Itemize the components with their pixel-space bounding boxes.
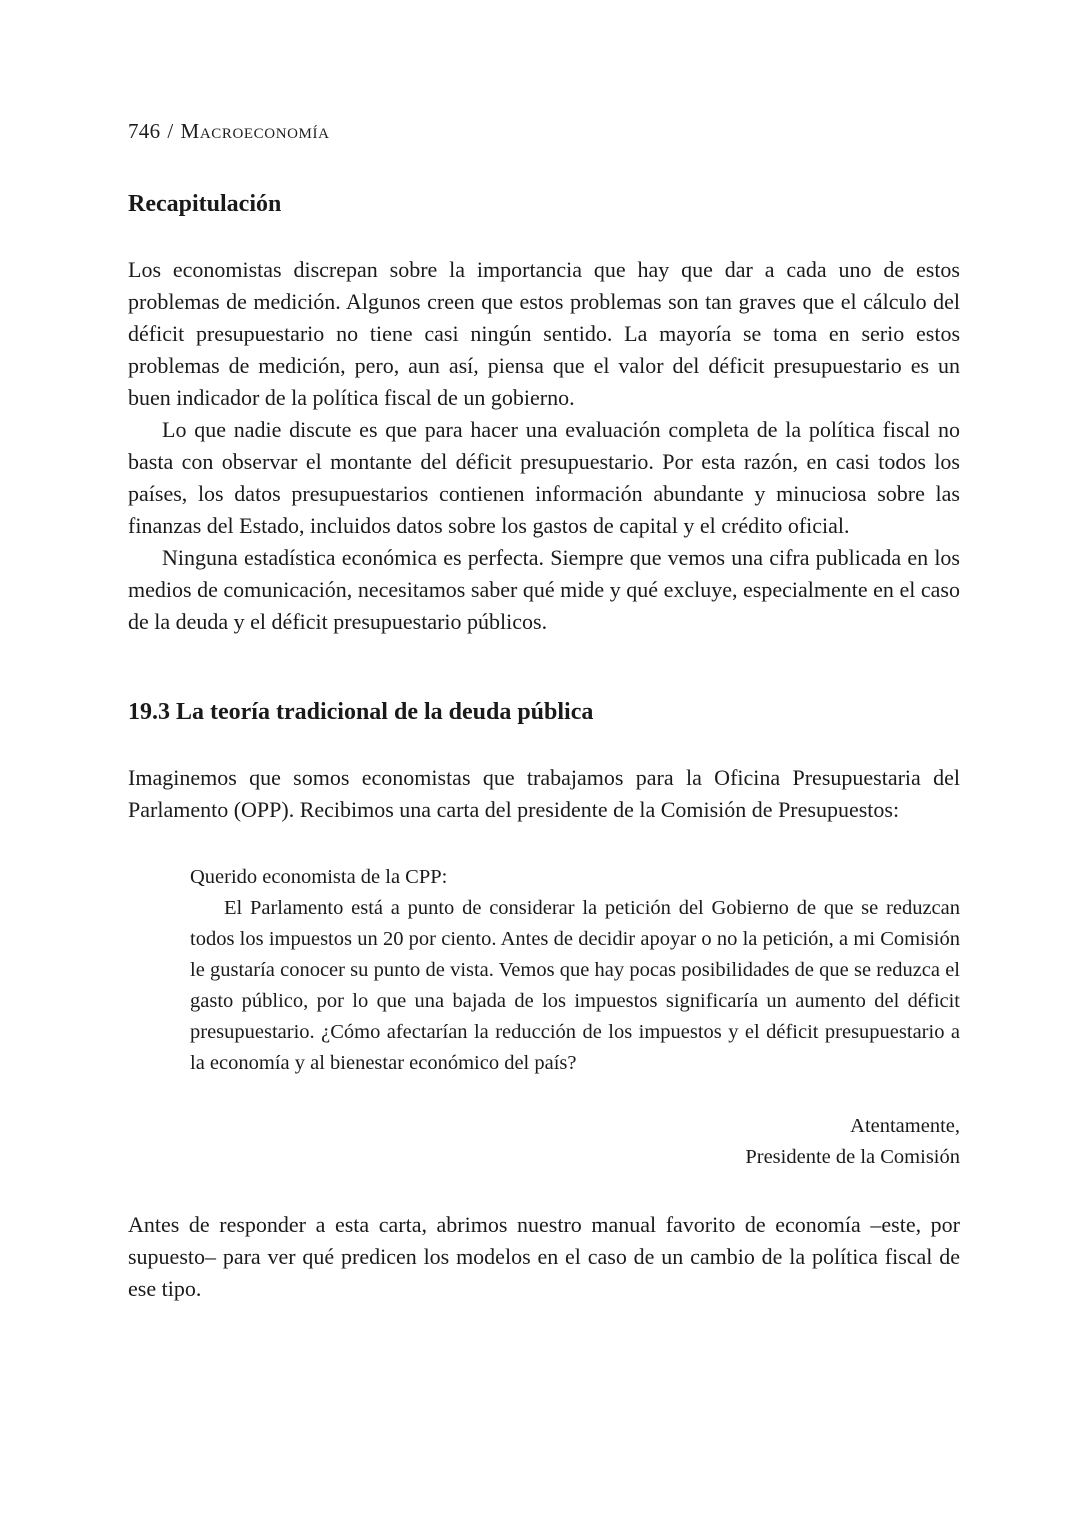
closing-paragraph: Antes de responder a esta carta, abrimos nuestro manual favorito de economía –este, por supuesto– para ver qué predicen los modelos en el caso de un cambio de la política fiscal de ese tipo. — [128, 1212, 960, 1301]
section-heading: 19.3 La teoría tradicional de la deuda pública — [128, 699, 594, 725]
recap-paragraph-1: Los economistas discrepan sobre la importancia que hay que dar a cada uno de estos problemas de medición. Algunos creen que estos problemas son tan graves que el cálculo del déficit presupuestario no tiene casi ningún sentido. La mayoría se toma en serio estos problemas de medición, pero, aun así, piensa que el valor del déficit presupuestario es un buen indicador de la política fiscal de un gobierno. — [128, 257, 960, 410]
letter-salutation: Querido economista de la CPP: — [190, 866, 448, 888]
letter-closing: Atentamente, — [850, 1115, 960, 1137]
running-head — [128, 118, 960, 144]
recap-heading: Recapitulación — [128, 191, 282, 217]
page-number: 746 — [128, 119, 161, 143]
recap-paragraph-2: Lo que nadie discute es que para hacer una evaluación completa de la política fiscal no basta con observar el montante del déficit presupuestario. Por esta razón, en casi todos los países, los datos presupuestarios contienen información abundante y minuciosa sobre las finanzas del Estado, incluidos datos sobre los gastos de capital y el crédito oficial. — [128, 417, 960, 538]
page-content — [128, 118, 960, 1305]
recap-paragraph-3: Ninguna estadística económica es perfecta. Siempre que vemos una cifra publicada en los medios de comunicación, necesitamos saber qué mide y qué excluye, especialmente en el caso de la deuda y el déficit presupuestario públicos. — [128, 545, 960, 634]
header-separator: / — [167, 119, 174, 143]
letter-block — [190, 862, 960, 1173]
letter-body: El Parlamento está a punto de considerar la petición del Gobierno de que se reduzcan todos los impuestos un 20 por ciento. Antes de decidir apoyar o no la petición, a mi Comisión le gustaría conocer su punto de vista. Vemos que hay pocas posibilidades de que se reduzca el gasto público, por lo que una bajada de los impuestos significaría un aumento del déficit presupuestario. ¿Cómo afectarían la reducción de los impuestos y el déficit presupuestario a la economía y al bienestar económico del país? — [190, 897, 960, 1074]
section-intro-paragraph: Imaginemos que somos economistas que trabajamos para la Oficina Presupuestaria del Parlamento (OPP). Recibimos una carta del presidente de la Comisión de Presupuestos: — [128, 765, 960, 822]
book-title: Macroeconomía — [180, 119, 330, 143]
letter-signature: Presidente de la Comisión — [745, 1146, 960, 1168]
